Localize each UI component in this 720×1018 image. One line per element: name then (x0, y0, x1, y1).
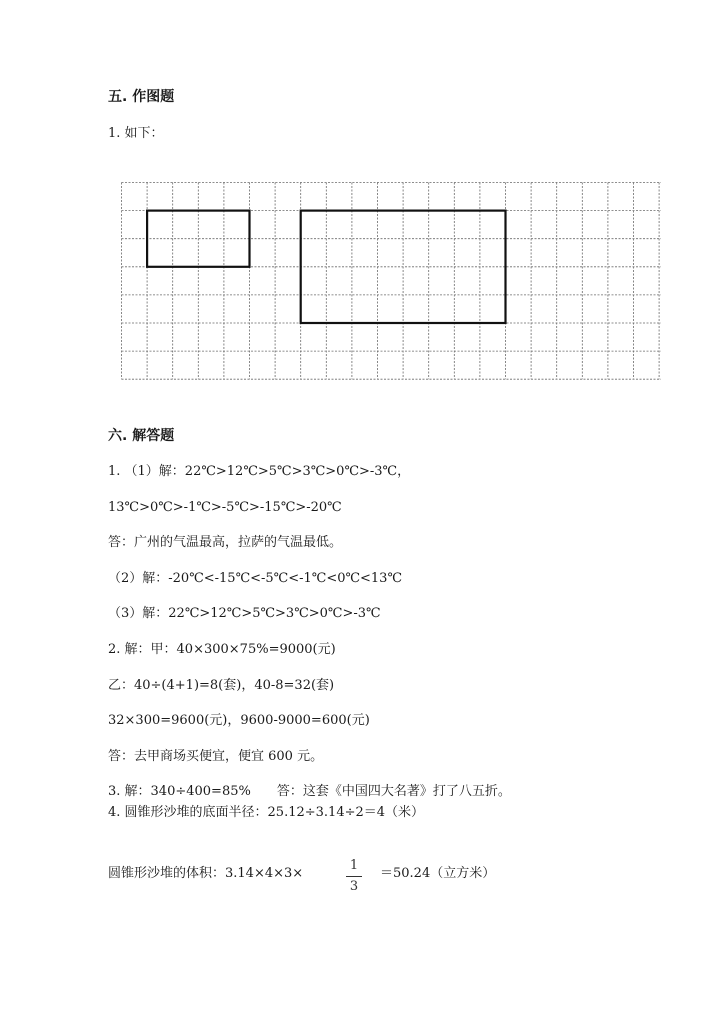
answer-line-9: 答：去甲商场买便宜，便宜 600 元。 (108, 749, 324, 764)
answer-line-7: 乙：40÷(4+1)=8(套)，40-8=32(套) (108, 678, 335, 693)
fraction-one-third (346, 858, 362, 895)
section-six-heading: 六. 解答题 (108, 428, 175, 444)
volume-result: ＝50.24（立方米） (380, 866, 496, 881)
fraction-bar (346, 876, 362, 877)
answer-line-8: 32×300=9600(元)，9600-9000=600(元) (108, 713, 370, 728)
fraction-denominator: 3 (349, 879, 359, 894)
volume-prefix: 圆锥形沙堆的体积：3.14×4×3× (108, 866, 304, 881)
fraction-numerator: 1 (349, 858, 359, 873)
answer-line-4: （2）解：-20℃<-15℃<-5℃<-1℃<0℃<13℃ (108, 571, 402, 586)
drawing-grid (121, 182, 661, 382)
answer-line-6: 2. 解：甲：40×300×75%=9000(元) (108, 642, 336, 657)
answer-line-5: （3）解：22℃>12℃>5℃>3℃>0℃>-3℃ (108, 606, 381, 621)
answer-line-2: 13℃>0℃>-1℃>-5℃>-15℃>-20℃ (108, 500, 342, 515)
answer-line-10: 3. 解：340÷400=85% 答：这套《中国四大名著》打了八五折。 (108, 784, 511, 799)
section-five-heading: 五. 作图题 (108, 89, 175, 105)
answer-line-3: 答：广州的气温最高，拉萨的气温最低。 (108, 535, 343, 550)
question-1-label: 1. 如下： (108, 126, 164, 141)
answer-line-11: 4. 圆锥形沙堆的底面半径：25.12÷3.14÷2＝4（米） (108, 805, 425, 820)
answer-line-1: 1. （1）解：22℃>12℃>5℃>3℃>0℃>-3℃， (108, 464, 411, 479)
